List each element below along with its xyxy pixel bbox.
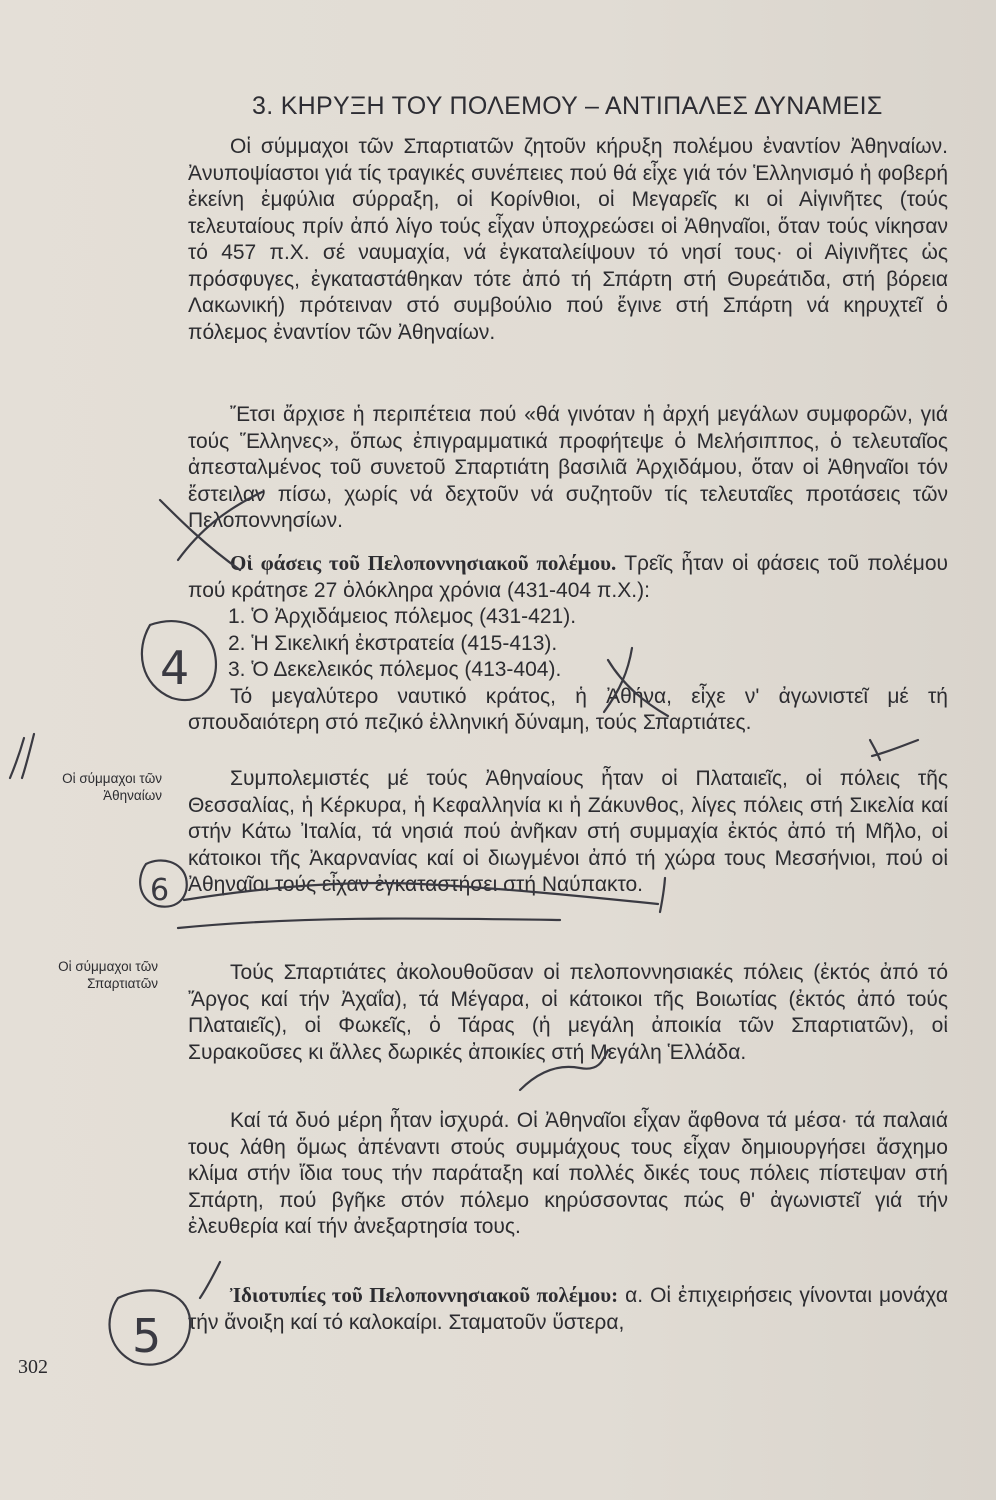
page-title: 3. ΚΗΡΥΞΗ ΤΟΥ ΠΟΛΕΜΟΥ – ΑΝΤΙΠΑΛΕΣ ΔΥΝΑΜΕΙΣ xyxy=(252,92,883,120)
paragraph-text: Τό μεγαλύτερο ναυτικό κράτος, ἡ Ἀθήνα, εἶχε ν' ἀγωνιστεῖ μέ τή σπουδαιότερη στό πεζικό ἑλληνική δύναμη, τούς Σπαρτιάτες. xyxy=(188,684,948,734)
handwritten-digit: 5 xyxy=(132,1309,162,1363)
margin-note-line: Σπαρτιατῶν xyxy=(87,976,158,991)
page-number: 302 xyxy=(18,1356,48,1378)
pen-circle-6 xyxy=(140,860,187,906)
paragraph-athenian-allies xyxy=(188,766,948,899)
section-phases xyxy=(188,550,948,737)
paragraph-peculiarities-text xyxy=(188,1282,948,1336)
margin-note-line: Οἱ σύμμαχοι τῶν xyxy=(58,959,158,974)
peculiarities-heading: Ἰδιοτυπίες τοῦ Πελοποννησιακοῦ πολέμου: xyxy=(230,1283,619,1307)
paragraph-strength xyxy=(188,1108,948,1241)
paragraph-text: Ἔτσι ἄρχισε ἡ περιπέτεια πού «θά γινόταν ἡ ἀρχή μεγάλων συμφορῶν, γιά τούς Ἕλληνες», ὅπως ἐπιγραμματικά προφήτεψε ὁ Μελήσιππος, ὁ τελευταῖος ἀπεσταλμένος τοῦ συνετοῦ Σπαρτιάτη βασιλιᾶ Ἀρχιδάμου, ὅταν οἱ Ἀθηναῖοι τόν ἔστειλαν πίσω, χωρίς νά δεχτοῦν νά συζητοῦν τίς τελευταῖες προτάσεις τῶν Πελοποννησίων. xyxy=(188,403,948,532)
paragraph-text: Καί τά δυό μέρη ἦταν ἰσχυρά. Οἱ Ἀθηναῖοι εἶχαν ἄφθονα τά μέσα· τά παλαιά τους λάθη ὅμως ἀπέναντι στούς συμμάχους τους εἶχαν δημιουργήσει ἄσχημο κλίμα στήν ἴδια τους τήν παράταξη καί πολλές δικές τους πόλεις πίστεψαν στή Σπάρτη, πού βγῆκε στόν πόλεμο κηρύσσοντας πώς θ' ἀγωνιστεῖ γιά τήν ἐλευθερία καί τήν ἀνεξαρτησία τους. xyxy=(188,1109,948,1238)
paragraph-peculiarities xyxy=(188,1282,948,1336)
list-item: 1. Ὁ Ἀρχιδάμειος πόλεμος (431-421). xyxy=(228,605,577,628)
pen-underline xyxy=(178,918,560,928)
handwritten-digit: 4 xyxy=(160,641,190,695)
margin-note-athenian-allies xyxy=(10,770,162,804)
margin-note-line: Οἱ σύμμαχοι τῶν xyxy=(62,771,162,786)
paragraph-text: Συμπολεμιστές μέ τούς Ἀθηναίους ἦταν οἱ Πλαταιεῖς, οἱ πόλεις τῆς Θεσσαλίας, ἡ Κέρκυρα, ἡ Κεφαλληνία κι ἡ Ζάκυνθος, λίγες πόλεις στή Σικελία καί στήν Κάτω Ἰταλία, τά νησιά πού ἀνῆκαν στή συμμαχία ἐκτός ἀπό τή Μῆλο, οἱ κάτοικοι τῆς Ἀκαρνανίας καί οἱ διωγμένοι ἀπό τή χώρα τους Μεσσήνιοι, πού οἱ Ἀθηναῖοι τούς εἶχαν ἐγκαταστήσει στή Ναύπακτο. xyxy=(188,767,948,896)
pen-tick xyxy=(870,740,880,760)
phases-list xyxy=(188,604,948,684)
paragraph-spartan-allies xyxy=(188,960,948,1066)
paragraph-text: α. Οἱ ἐπιχειρήσεις γίνονται μονάχα τήν ἄνοιξη καί τό καλοκαίρι. Σταματοῦν ὕστερα, xyxy=(188,1284,948,1334)
margin-note-spartan-allies xyxy=(10,958,158,992)
handwritten-digit: 6 xyxy=(150,873,170,908)
paragraph-text: Τρεῖς ἦταν οἱ φάσεις τοῦ πολέμου πού κράτησε 27 ὁλόκληρα χρόνια (431-404 π.Χ.): xyxy=(188,552,948,602)
pen-circle-5 xyxy=(110,1290,191,1364)
paragraph-text: Οἱ σύμμαχοι τῶν Σπαρτιατῶν ζητοῦν κήρυξη πολέμου ἐναντίον Ἀθηναίων. Ἀνυποψίαστοι γιά τίς τραγικές συνέπειες πού θά εἶχε γιά τόν Ἑλληνισμό ἡ φοβερή ἐκείνη ἐμφύλια σύρραξη, οἱ Κορίνθιοι, οἱ Μεγαρεῖς κι οἱ Αἰγινῆτες (τούς τελευταίους πρίν ἀπό λίγο τούς εἶχαν ὑποχρεώσει οἱ Ἀθηναῖοι, ὅταν τούς νίκησαν τό 457 π.Χ. σέ ναυμαχία, νά ἐγκαταλείψουν τό νησί τους· οἱ Αἰγινῆτες ὡς πρόσφυγες, ἐγκαταστάθηκαν τότε ἀπό τή Σπάρτη στή Θυρεάτιδα, στή βόρεια Λακωνική) πρότειναν στό συμβούλιο πού ἔγινε στή Σπάρτη νά κηρυχτεῖ ὁ πόλεμος ἐναντίον τῶν Ἀθηναίων. xyxy=(188,135,948,344)
paragraph-prophecy xyxy=(188,402,948,535)
list-item: 2. Ἡ Σικελική ἐκστρατεία (415-413). xyxy=(228,631,558,655)
paragraph-text: Τούς Σπαρτιάτες ἀκολουθοῦσαν οἱ πελοποννησιακές πόλεις (ἐκτός ἀπό τό Ἄργος καί τήν Ἀχαΐα), τά Μέγαρα, οἱ κάτοικοι τῆς Βοιωτίας (ἐκτός ἀπό τούς Πλαταιεῖς), οἱ Φωκεῖς, ὁ Τάρας (ἡ μεγάλη ἀποικία τῶν Σπαρτιατῶν), οἱ Συρακοῦσες κι ἄλλες δωρικές ἀποικίες στή Μεγάλη Ἑλλάδα. xyxy=(188,961,948,1064)
margin-note-line: Ἀθηναίων xyxy=(103,788,162,803)
phases-heading: Οἱ φάσεις τοῦ Πελοποννησιακοῦ πολέμου. xyxy=(230,551,617,575)
list-item: 3. Ὁ Δεκελεικός πόλεμος (413-404). xyxy=(228,658,562,681)
paragraph-phases-intro xyxy=(188,550,948,604)
paragraph-declaration xyxy=(188,134,948,346)
pen-tick xyxy=(872,740,918,756)
